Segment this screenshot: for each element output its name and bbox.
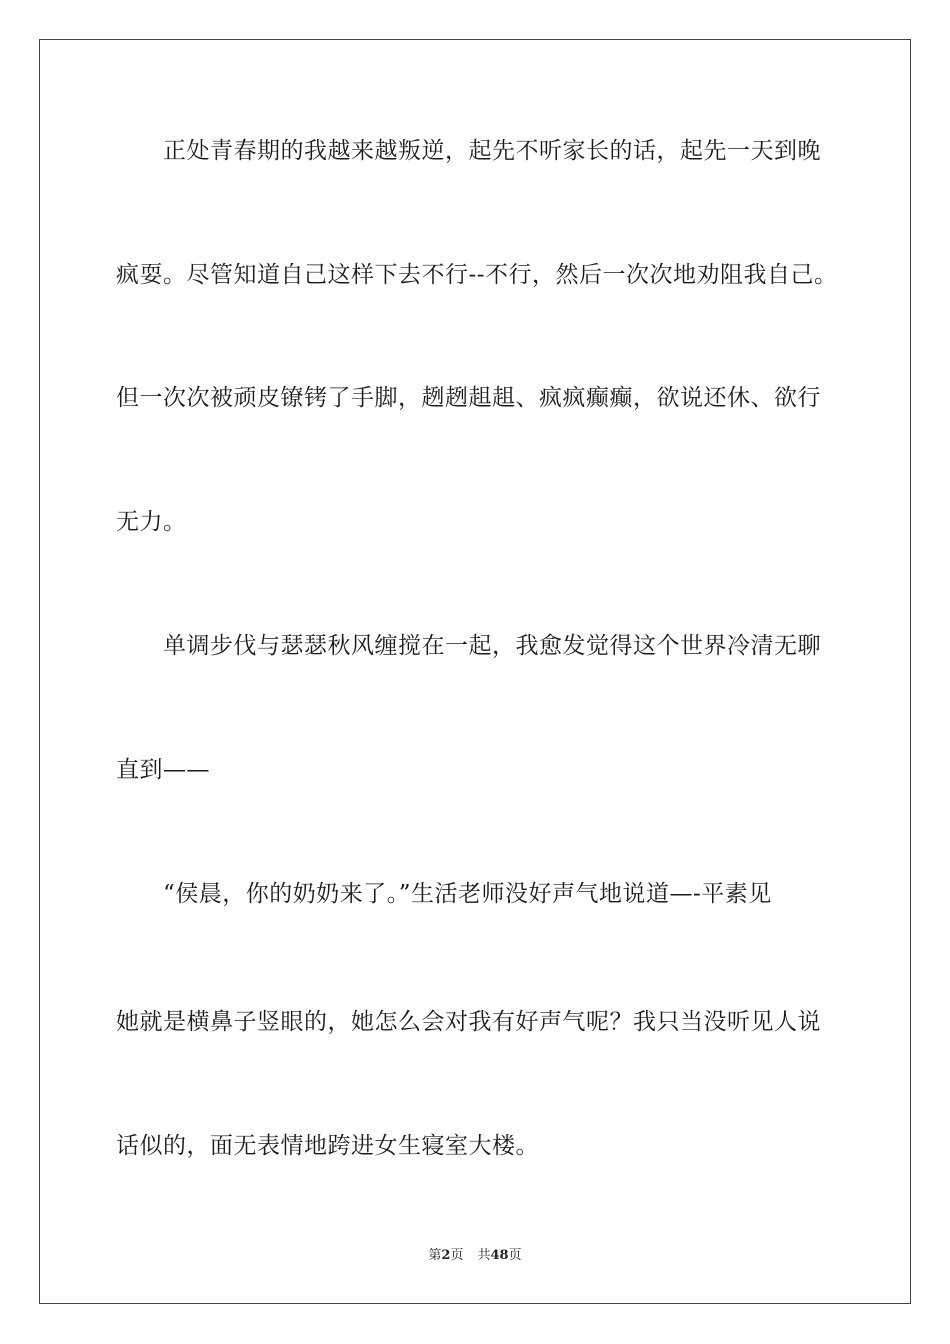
paragraph-1-line-4: 无力。: [116, 509, 187, 535]
paragraph-1-line-1: 正处青春期的我越来越叛逆，起先不听家长的话，起先一天到晚: [163, 138, 821, 164]
paragraph-3-line-2: 她就是横鼻子竖眼的，她怎么会对我有好声气呢？我只当没听见人说: [116, 1009, 821, 1035]
paragraph-1-line-2: 疯耍。尽管知道自己这样下去不行--不行，然后一次次地劝阻我自己。: [116, 262, 838, 288]
page-border: [39, 39, 911, 1304]
paragraph-2-line-2: 直到——: [116, 757, 210, 783]
page-footer: [0, 1247, 950, 1265]
page-number: 2: [441, 1248, 451, 1263]
page-suffix: 页: [450, 1248, 464, 1263]
paragraph-3-line-3: 话似的，面无表情地跨进女生寝室大楼。: [116, 1133, 539, 1159]
total-pages: 48: [490, 1248, 509, 1263]
total-prefix: 共: [477, 1248, 491, 1263]
page-prefix: 第: [428, 1248, 442, 1263]
paragraph-1-line-3: 但一次次被顽皮镣铐了手脚，趔趔趄趄、疯疯癫癫，欲说还休、欲行: [116, 385, 821, 411]
total-suffix: 页: [508, 1248, 522, 1263]
paragraph-3-line-1: “侯晨，你的奶奶来了。”生活老师没好声气地说道—-平素见: [163, 881, 772, 907]
paragraph-2-line-1: 单调步伐与瑟瑟秋风缠搅在一起，我愈发觉得这个世界冷清无聊: [163, 633, 821, 659]
